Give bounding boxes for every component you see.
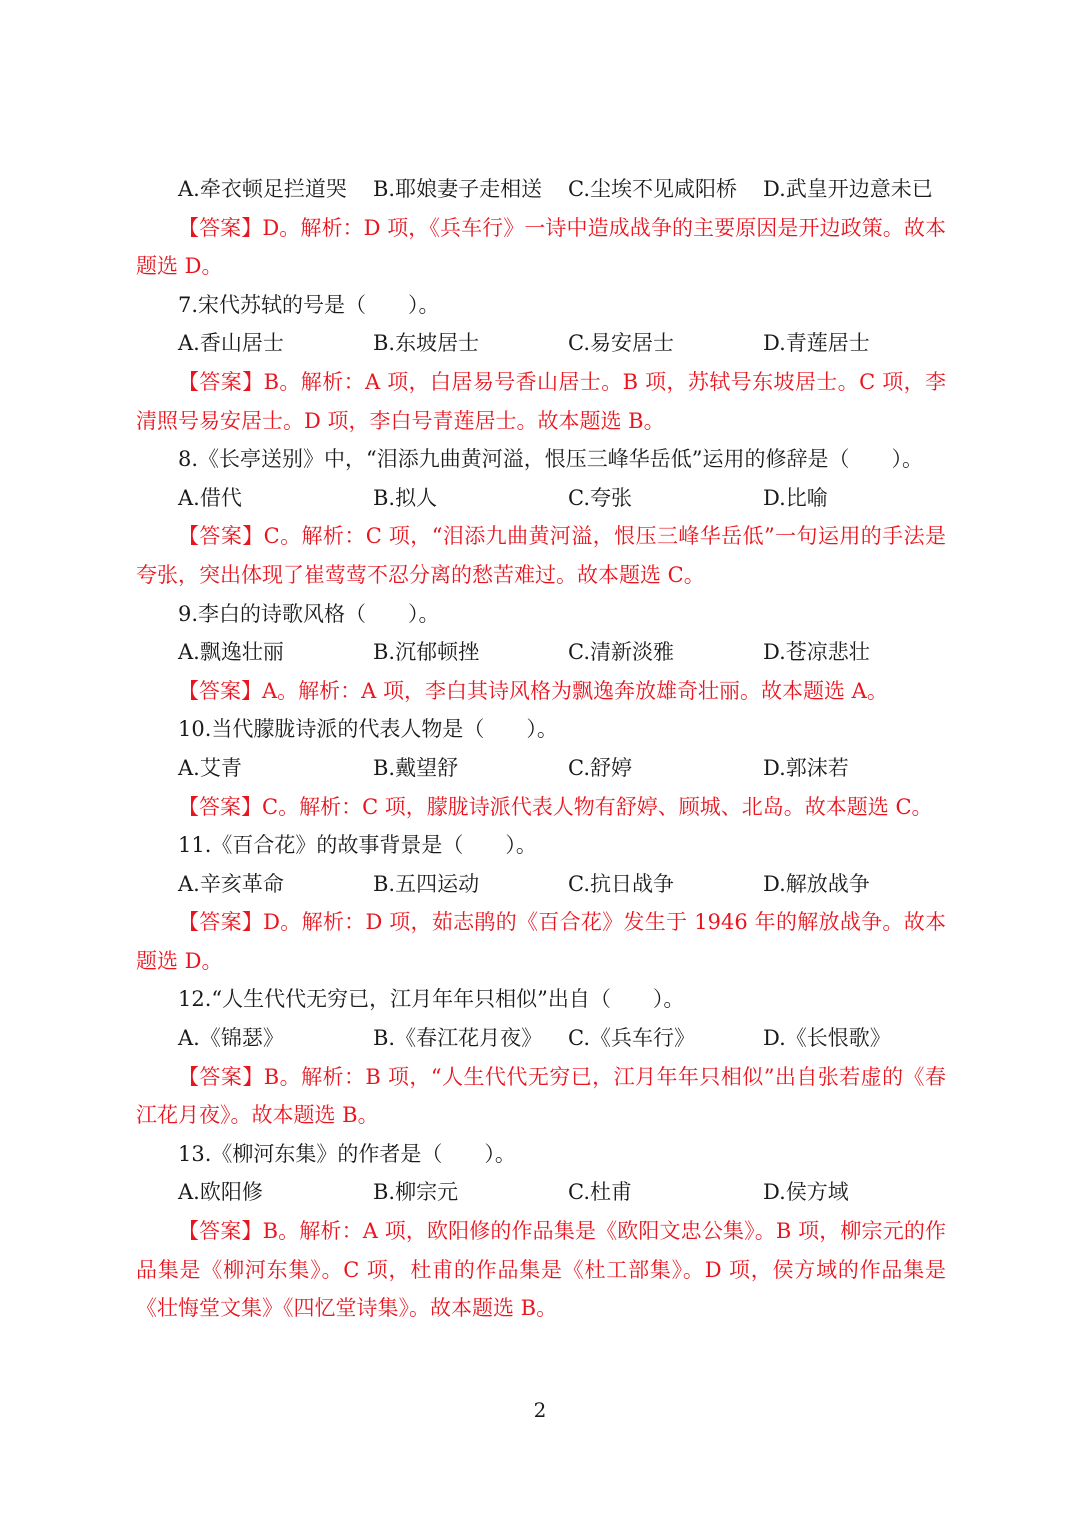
q7-option-d: D.青莲居士: [763, 331, 870, 356]
q11-option-c: C.抗日战争: [568, 871, 674, 896]
q9-option-b: B.沉郁顿挫: [373, 640, 480, 665]
q12-option-d: D.《长恨歌》: [763, 1026, 891, 1051]
q7-option-c: C.易安居士: [568, 331, 674, 356]
q12-question: 12.“人生代代无穷已，江月年年只相似”出自（ ）。: [178, 987, 685, 1012]
q11-option-a: A.辛亥革命: [178, 871, 284, 896]
q8-options: [136, 479, 946, 518]
q13-answer: 【答案】B。解析：A 项，欧阳修的作品集是《欧阳文忠公集》。B 项，柳宗元的作品集是《柳河东集》。C 项，杜甫的作品集是《杜工部集》。D 项，侯方域的作品集是《壮悔堂文集》《四忆堂诗集》。故本题选 B。: [136, 1219, 946, 1321]
q6-answer: 【答案】D。解析：D 项，《兵车行》一诗中造成战争的主要原因是开边政策。故本题选 D。: [136, 215, 946, 279]
q10-options: [136, 749, 946, 788]
q7-options: [136, 324, 946, 363]
q9-question: 9.李白的诗歌风格（ ）。: [178, 601, 440, 626]
q9-options: [136, 633, 946, 672]
q13-option-b: B.柳宗元: [373, 1180, 459, 1205]
q6-option-a: A.牵衣顿足拦道哭: [178, 177, 347, 201]
q8-option-d: D.比喻: [763, 485, 828, 510]
document-page: [136, 170, 946, 1328]
q7-option-b: B.东坡居士: [373, 331, 480, 356]
q9-answer: 【答案】A。解析：A 项，李白其诗风格为飘逸奔放雄奇壮丽。故本题选 A。: [178, 678, 888, 703]
q13-option-d: D.侯方域: [763, 1180, 849, 1205]
q9-option-c: C.清新淡雅: [568, 640, 674, 665]
q12-options: [136, 1019, 946, 1058]
q13-option-a: A.欧阳修: [178, 1180, 263, 1205]
q11-options: [136, 865, 946, 904]
q13-option-c: C.杜甫: [568, 1180, 632, 1205]
q8-option-c: C.夸张: [568, 485, 632, 510]
q6-option-c: C.尘埃不见咸阳桥: [568, 177, 737, 201]
q9-option-a: A.飘逸壮丽: [178, 640, 284, 665]
q12-option-c: C.《兵车行》: [568, 1026, 695, 1051]
q11-option-d: D.解放战争: [763, 871, 870, 896]
q13-question: 13.《柳河东集》的作者是（ ）。: [178, 1141, 516, 1166]
q10-question: 10.当代朦胧诗派的代表人物是（ ）。: [178, 717, 558, 742]
q9-option-d: D.苍凉悲壮: [763, 640, 870, 665]
q10-option-b: B.戴望舒: [373, 755, 459, 780]
q13-options: [136, 1173, 946, 1212]
q10-option-d: D.郭沫若: [763, 755, 849, 780]
q10-option-c: C.舒婷: [568, 755, 632, 780]
q11-question: 11.《百合花》的故事背景是（ ）。: [178, 833, 537, 858]
q10-option-a: A.艾青: [178, 755, 242, 780]
q6-option-d: D.武皇开边意未已: [763, 177, 933, 201]
q8-answer: 【答案】C。解析：C 项，“泪添九曲黄河溢，恨压三峰华岳低”一句运用的手法是夸张，突出体现了崔莺莺不忍分离的愁苦难过。故本题选 C。: [136, 524, 946, 587]
q12-option-b: B.《春江花月夜》: [373, 1026, 543, 1051]
q11-option-b: B.五四运动: [373, 871, 480, 896]
q10-answer: 【答案】C。解析：C 项，朦胧诗派代表人物有舒婷、顾城、北岛。故本题选 C。: [178, 794, 933, 819]
page-number: 2: [533, 1398, 547, 1422]
q7-option-a: A.香山居士: [178, 331, 284, 356]
q7-answer: 【答案】B。解析：A 项，白居易号香山居士。B 项，苏轼号东坡居士。C 项，李清照号易安居士。D 项，李白号青莲居士。故本题选 B。: [136, 369, 946, 433]
q8-option-b: B.拟人: [373, 485, 438, 510]
q7-question: 7.宋代苏轼的号是（ ）。: [178, 292, 440, 317]
q6-options: [136, 170, 946, 209]
q12-option-a: A.《锦瑟》: [178, 1026, 284, 1051]
q12-answer: 【答案】B。解析：B 项，“人生代代无穷已，江月年年只相似”出自张若虚的《春江花月夜》。故本题选 B。: [136, 1064, 946, 1128]
q11-answer: 【答案】D。解析：D 项，茹志鹃的《百合花》发生于 1946 年的解放战争。故本题选 D。: [136, 910, 946, 973]
q8-question: 8.《长亭送别》中，“泪添九曲黄河溢，恨压三峰华岳低”运用的修辞是（ ）。: [178, 447, 924, 472]
q6-option-b: B.耶娘妻子走相送: [373, 177, 543, 201]
q8-option-a: A.借代: [178, 485, 242, 510]
